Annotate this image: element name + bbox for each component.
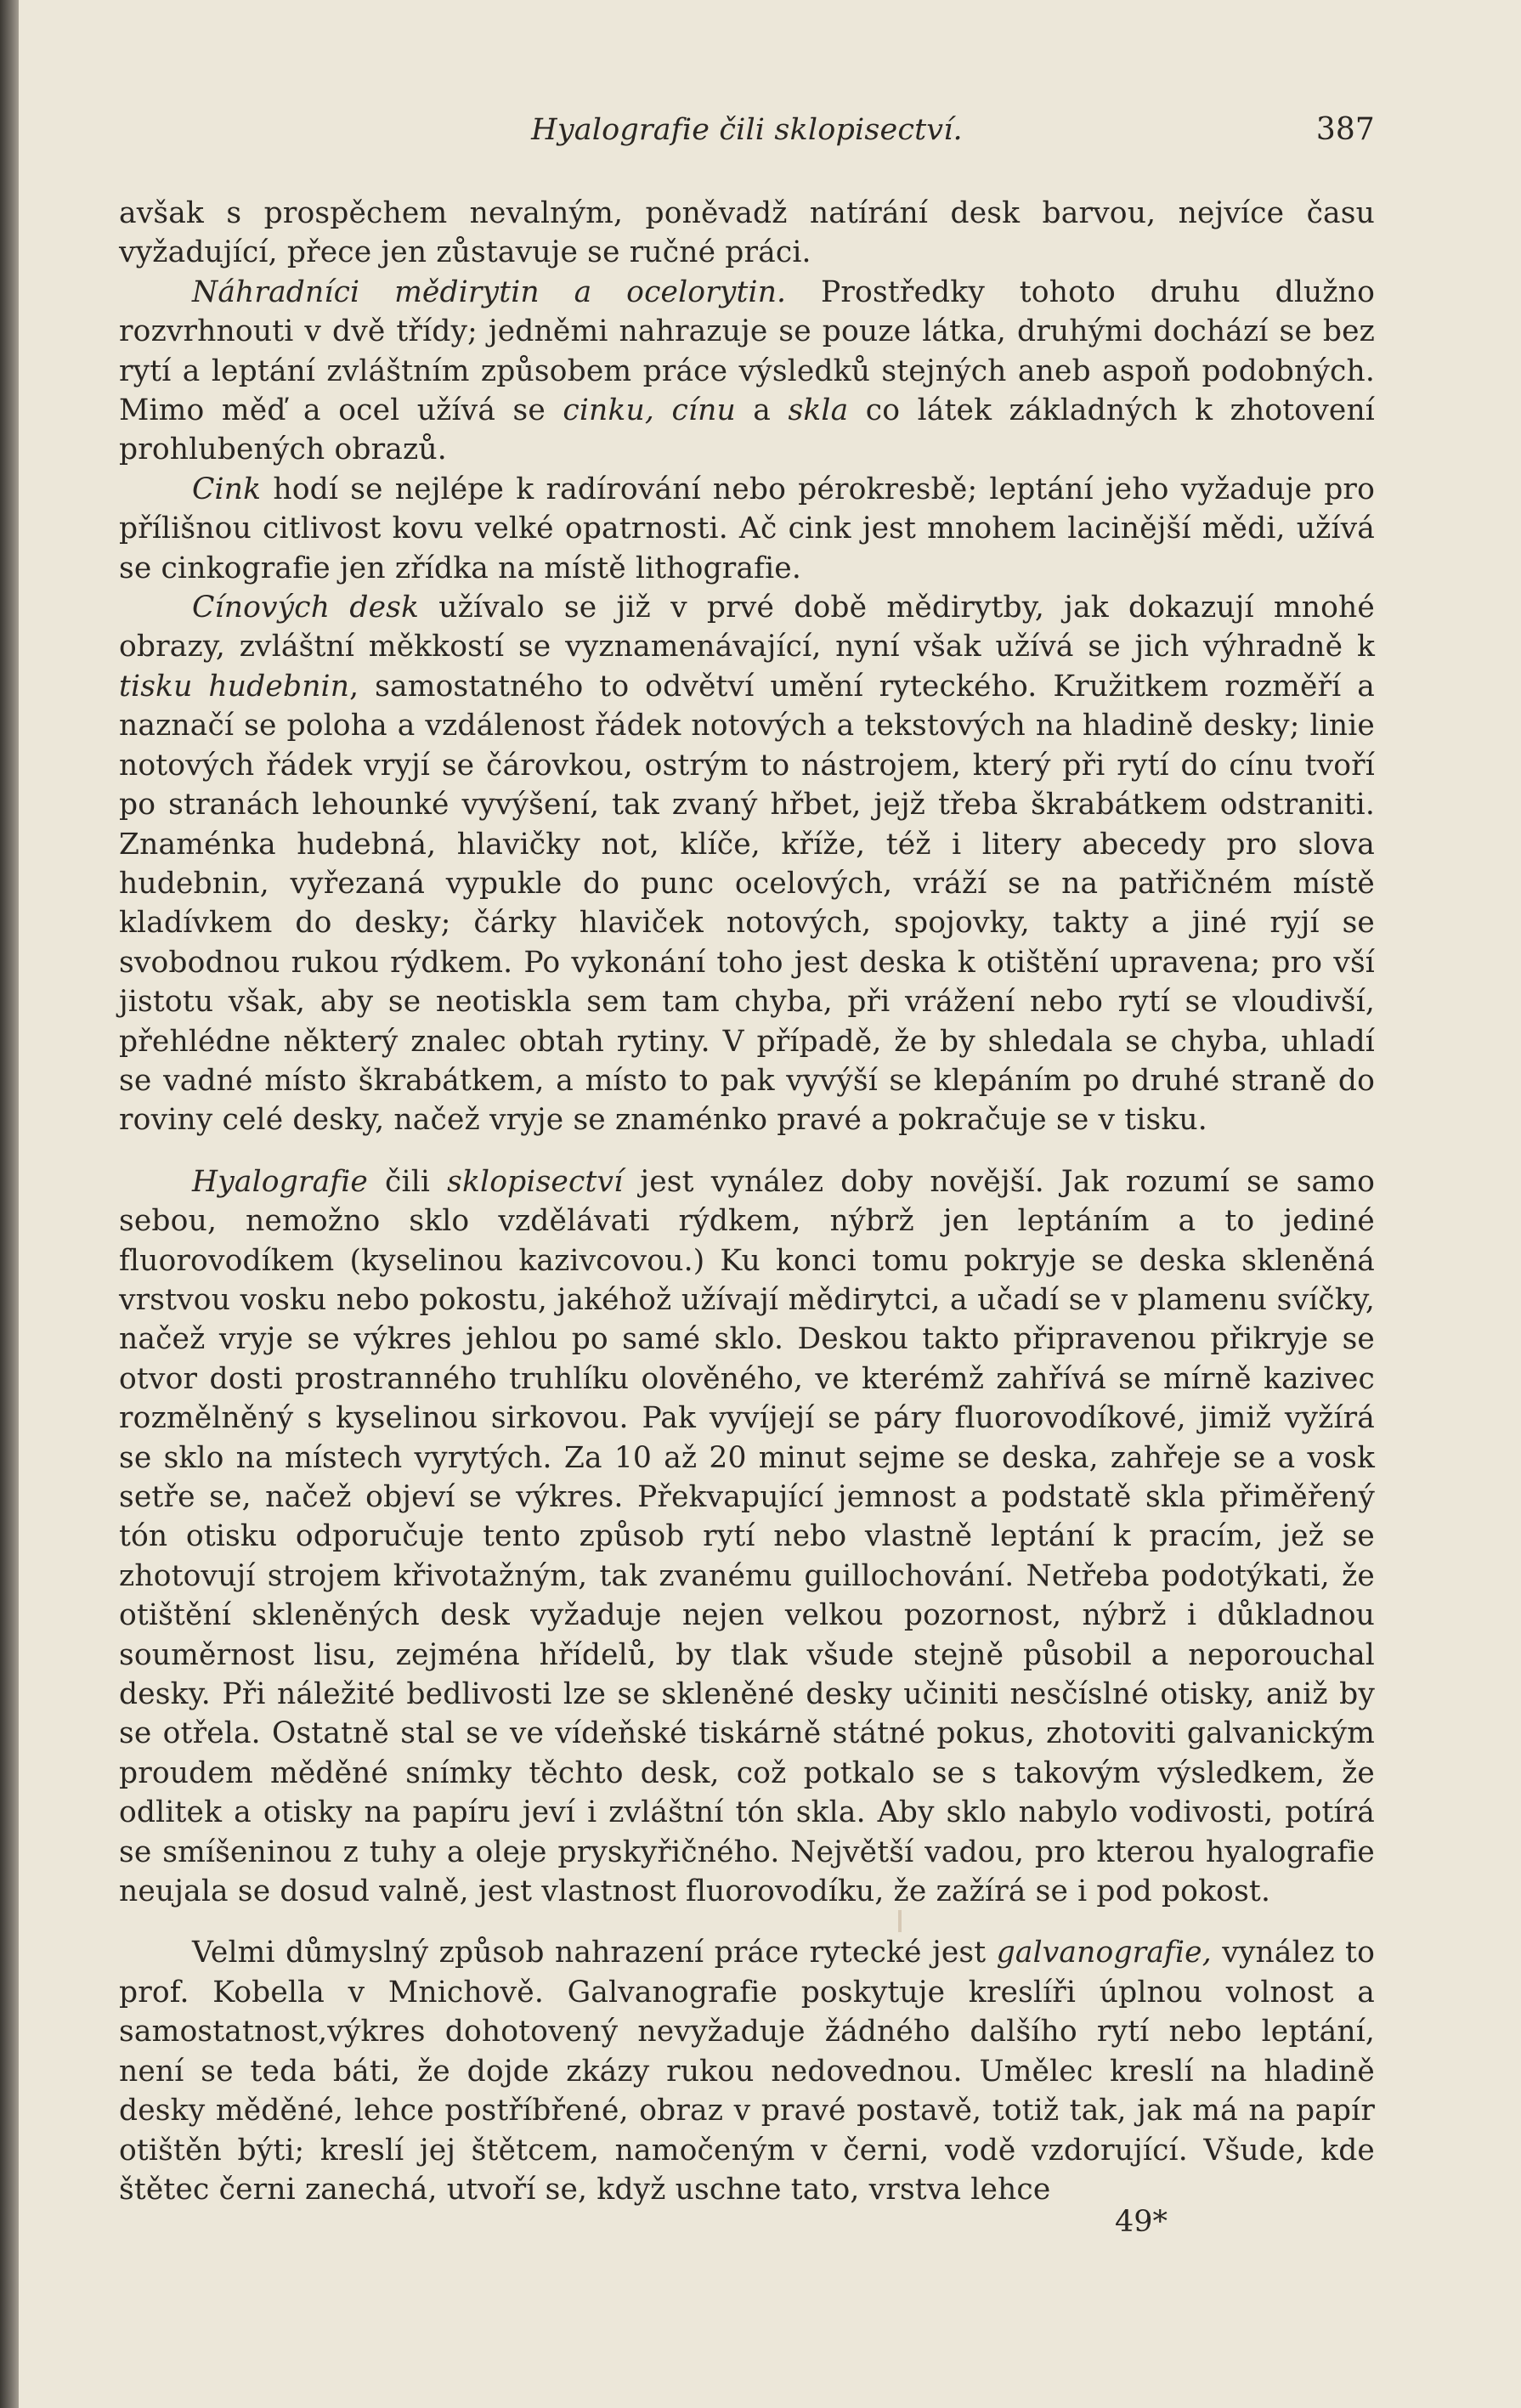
paragraph-cink — [119, 470, 1375, 588]
page-number: 387 — [1315, 112, 1375, 147]
signature-mark: 49* — [1115, 2205, 1168, 2239]
text-run: , samostatného to odvětví umění ryteckého. Kružitkem rozměří a naznačí se poloha a vzdálenost řádek notových a tekstových na hladině desky; linie notových řádek vryjí se čárovkou, ostrým to nástrojem, který při rytí do cínu tvoří po stranách lehounké vyvýšení, tak zvaný hřbet, jejž třeba škrabátkem odstraniti. Znaménka hudebná, hlavičky not, klíče, kříže, též i litery abecedy pro slova hudebnin, vyřezaná vypukle do punc ocelových, vráží se na patřičném místě kladívkem do desky; čárky hlaviček notových, spojovky, takty a jiné ryjí se svobodnou rukou rýdkem. Po vykonání toho jest deska k otištění upravena; pro vší jistotu však, aby se neotiskla sem tam chyba, při vrážení nebo rytí se vloudivší, přehlédne některý znalec obtah rytiny. V případě, že by shledala se chyba, uhladí se vadné místo škrabátkem, a místo to pak vyvýší se klepáním po druhé straně do roviny celé desky, načež vryje se znaménko pravé a pokračuje se v tisku. — [119, 669, 1376, 1138]
text-run: vynález to prof. Kobella v Mnichově. Galvanografie poskytuje kreslíři úplnou volnost a samostatnost,výkres dohotovený nevyžaduje žádného dalšího rytí nebo leptání, není se teda báti, že dojde zkázy rukou nedovednou. Umělec kreslí na hladině desky měděné, lehce postříbřené, obraz v pravé postavě, totiž tak, jak má na papír otištěn býti; kreslí jej štětcem, namočeným v černi, vodě vzdorující. Všude, kde štětec černi zanechá, utvoří se, když uschne tato, vrstva lehce — [119, 1936, 1375, 2207]
running-title: Hyalografie čili sklopisectví. — [531, 113, 963, 147]
paragraph-continuation: avšak s prospěchem nevalným, poněvadž natírání desk barvou, nejvíce času vyžadující, přece jen zůstavuje se ručné práci. — [119, 196, 1375, 270]
text-run: jest vynález doby novější. Jak rozumí se samo sebou, nemožno sklo vzdělávati rýdkem, nýbrž jen leptáním a to jediné fluorovodíkem (kyselinou kazivcovou.) Ku konci tomu pokryje se deska skleněná vrstvou vosku nebo pokostu, jakéhož užívají mědirytci, a učadí se v plamenu svíčky, načež vryje se výkres jehlou po samé sklo. Deskou takto připravenou přikryje se otvor dosti prostranného truhlíku olověného, ve kterémž zahřívá se mírně kazivec rozmělněný s kyselinou sirkovou. Pak vyvíjejí se páry fluorovodíkové, jimiž vyžírá se sklo na místech vyrytých. Za 10 až 20 minut sejme se deska, zahřeje se a vosk setře se, načež objeví se výkres. Překvapující jemnost a podstatě skla přiměřený tón otisku odporučuje tento způsob rytí nebo vlastně leptání k pracím, jež se zhotovují strojem křivotažným, tak zvanému guillochování. Netřeba podotýkati, že otištění skleněných desk vyžaduje nejen velkou pozornost, nýbrž i důkladnou souměrnost lisu, zejména hřídelů, by tlak všude stejně působil a neporouchal desky. Při náležité bedlivosti lze se skleněné desky učiniti nesčíslné otisky, aniž by se otřela. Ostatně stal se ve vídeňské tiskárně státné pokus, zhotoviti galvanickým proudem měděné snímky těchto desk, což potkalo se s takovým výsledkem, že odlitek a otisky na papíru jeví i zvláštní tón skla. Aby sklo nabylo vodivosti, potírá se smíšeninou z tuhy a oleje pryskyřičného. Největší vadou, pro kterou hyalografie neujala se dosud valně, jest vlastnost fluorovodíku, že zažírá se i pod pokost. — [119, 1164, 1375, 1909]
section-lead-cinove-desky: Cínových desk — [192, 591, 420, 625]
text-run: užívalo se již v prvé době mědirytby, jak dokazují mnohé obrazy, zvláštní měkkostí se vyznamenávající, nyní však užívá se jich výhradně k — [119, 591, 1375, 664]
term-cin: cínu — [671, 393, 736, 428]
term-sklo: skla — [788, 393, 849, 428]
book-page — [19, 0, 1521, 2408]
term-tisk-hudebnin: tisku hudebnin — [119, 669, 350, 704]
book-spine-shadow — [0, 0, 19, 2408]
text-run: hodí se nejlépe k radírování nebo pérokresbě; leptání jeho vyžaduje pro přílišnou citlivost kovu velké opatrnosti. Ač cink jest mnohem lacinější mědi, užívá se cinkografie jen zřídka na místě lithografie. — [119, 472, 1375, 585]
text-run — [654, 393, 671, 427]
term-galvanografie: galvanografie, — [996, 1936, 1212, 1970]
paragraph-nahradnici — [119, 273, 1375, 470]
paragraph-galvanografie — [119, 1933, 1375, 2209]
section-lead-cink: Cink — [192, 472, 262, 506]
paragraph-hyalografie — [119, 1162, 1375, 1912]
text-run: čili — [367, 1164, 448, 1199]
text-run: Velmi důmyslný způsob nahrazení práce rytecké jest — [192, 1936, 997, 1970]
text-run: co látek základných k zhotovení prohlubených obrazů. — [119, 393, 1375, 467]
section-lead-hyalografie: Hyalografie — [192, 1164, 368, 1199]
text-run: a — [735, 393, 789, 428]
section-lead-nahradnici: Náhradníci mědirytin a ocelorytin. — [192, 274, 787, 309]
paper-blemish — [898, 1910, 902, 1932]
term-sklopisectvi: sklopisectví — [447, 1164, 624, 1199]
running-header — [119, 110, 1375, 158]
text-run: Prostředky tohoto druhu dlužno rozvrhnouti v dvě třídy; jedněmi nahrazuje se pouze látka, druhými dochází se bez rytí a leptání zvláštním způsobem práce výsledků stejných aneb aspoň podobných. Mimo měď a ocel užívá se — [119, 274, 1376, 428]
page-text-block — [119, 110, 1375, 2209]
term-cink: cinku, — [563, 393, 654, 428]
paragraph-cinove-desky — [119, 588, 1375, 1140]
